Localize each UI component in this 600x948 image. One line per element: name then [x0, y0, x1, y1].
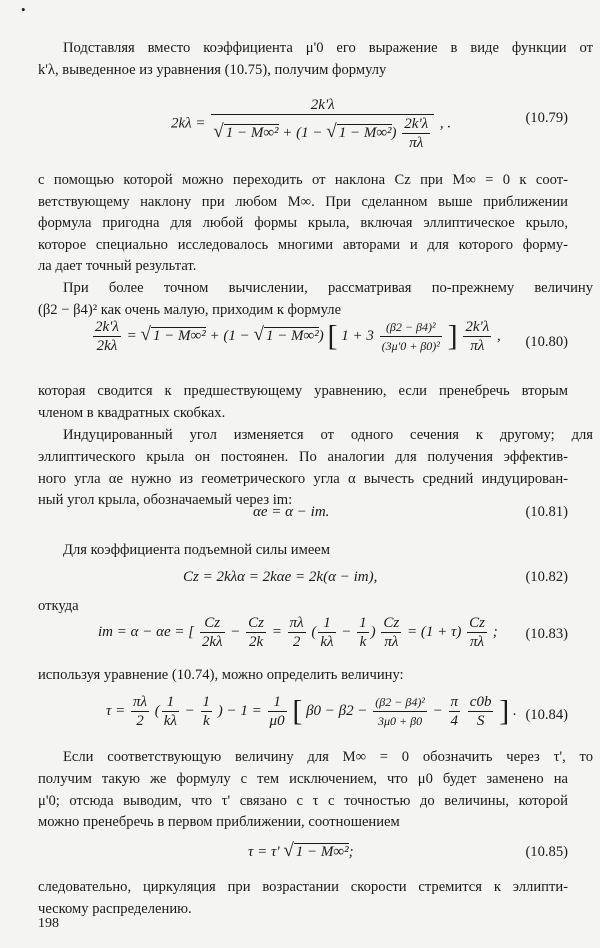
eq-denominator: 2: [292, 634, 301, 650]
eq-fraction: [449, 693, 461, 730]
eq-fraction: [288, 614, 306, 651]
eq-term: −: [341, 623, 352, 640]
eq-numerator: 1: [318, 614, 335, 633]
eq-numerator: πλ: [133, 694, 148, 710]
eq-term: −: [230, 623, 241, 640]
paragraph-1: [38, 38, 593, 60]
eq-denominator: 2kλ: [201, 634, 223, 650]
eq-denominator: πλ: [470, 634, 485, 650]
text-line: откуда: [38, 598, 79, 614]
eq-term: (: [154, 702, 160, 719]
text-line: с помощью которой можно переходить от наклона Cz при M∞ = 0 к соот-: [38, 172, 568, 188]
text-line: получим такую же формулу с тем исключением, что μ0 будет заменено на: [38, 771, 568, 787]
eq-denominator: S: [476, 713, 485, 729]
eq-fraction: [468, 693, 494, 730]
eq-denominator: 2: [136, 713, 144, 729]
bracket-close: ]: [447, 319, 458, 353]
equation-10-81: [38, 504, 568, 528]
eq-term: 1 + 3: [341, 327, 374, 344]
text-line: Индуцированный угол изменяется от одного сечения к другому; для: [63, 427, 593, 443]
eq-fraction: [467, 614, 487, 651]
radical-sign: √: [253, 323, 264, 345]
eq-fraction: [268, 693, 287, 730]
paragraph-4: [38, 381, 568, 424]
eq-numerator: 2k'λ: [404, 116, 429, 132]
text-line: Если соответствующую величину для M∞ = 0 обозначить через τ', то: [63, 749, 593, 765]
eq-fraction: [162, 693, 179, 730]
eq-denominator: πλ: [384, 634, 399, 650]
equation-number: (10.79): [525, 110, 568, 126]
paragraph-9-cont: [38, 769, 568, 834]
equation-number: (10.81): [525, 504, 568, 520]
equation-10-84: [38, 693, 568, 741]
eq-numerator: Cz: [248, 615, 264, 631]
eq-term: τ =: [106, 702, 126, 719]
equation-number: (10.85): [525, 844, 568, 860]
radical-sign: √: [283, 840, 294, 861]
eq-fraction: [380, 318, 442, 355]
eq-fraction: [373, 693, 427, 730]
eq-tail: ;: [348, 844, 354, 860]
eq-tail: , .: [439, 115, 452, 132]
equation-number: (10.84): [525, 707, 568, 723]
eq-numerator: (β2 − β4)²: [373, 693, 427, 712]
equation-10-79: [38, 96, 568, 156]
equation-10-85: [38, 840, 568, 870]
eq-term: ) − 1 =: [217, 702, 262, 719]
paragraph-9: [38, 747, 593, 769]
eq-numerator: Cz: [200, 614, 225, 633]
eq-tail: ;: [492, 623, 498, 640]
text-line: ческому распределению.: [38, 900, 192, 917]
text-line: ный угол крыла, обозначаемый через im:: [38, 492, 293, 508]
text-line: формула пригодна для любой формы крыла, включая эллиптическое крыло,: [38, 215, 568, 231]
eq-term: im = α − αe = [: [98, 623, 195, 640]
text-line: ного угла αe нужно из геометрического угла α вычесть средний индуцирован-: [38, 470, 568, 487]
sqrt-term: 1 − M∞²: [152, 327, 206, 344]
paragraph-3: [38, 278, 593, 300]
eq-term: −: [184, 702, 195, 719]
eq-term: + (1 −: [209, 327, 254, 344]
sqrt-term: 1 − M∞²: [265, 327, 319, 344]
eq-fraction: [357, 614, 369, 651]
text-line: Для коэффициента подъемной силы имеем: [63, 542, 331, 558]
eq-numerator: c0b: [469, 694, 492, 710]
eq-numerator: 2k'λ: [211, 96, 434, 115]
text-line: μ'0; отсюда выводим, что τ' связано с τ с точностью до величины, которой: [38, 792, 568, 809]
eq-body: Cz = 2kλα = 2kαe = 2k(α − im),: [183, 569, 378, 585]
scan-mark: •: [21, 2, 26, 17]
text-line: которая сводится к предшествующему уравнению, если пренебречь вторым: [38, 383, 568, 399]
eq-numerator: πλ: [289, 615, 304, 631]
eq-denominator: 4: [450, 713, 459, 729]
eq-numerator: 2k'λ: [465, 319, 490, 335]
eq-body: αe = α − im.: [253, 504, 330, 520]
eq-term: =: [126, 327, 137, 344]
equation-10-80: [38, 318, 568, 374]
eq-numerator: 1: [359, 615, 367, 631]
equation-10-82: [38, 569, 568, 593]
paragraph-5: [38, 425, 593, 447]
text-line: ветствующему наклону при любом M∞. При сделанном выше приближении: [38, 193, 568, 210]
eq-fraction: [318, 614, 335, 651]
eq-fraction: [246, 614, 266, 651]
text-line: ла дает точный результат.: [38, 258, 197, 274]
text-line: эллиптического крыла он постоянен. По аналогии для получения эффектив-: [38, 449, 568, 465]
text-line: При более точном вычислении, рассматривая по-прежнему величину: [63, 280, 593, 296]
radical-sign: √: [140, 323, 151, 345]
bracket-close: ]: [499, 694, 510, 728]
eq-term: β0 − β2 −: [306, 702, 368, 719]
eq-numerator: π: [450, 694, 459, 710]
eq-tail: ,: [497, 327, 501, 344]
sqrt-term: 1 − M∞²: [295, 844, 349, 860]
paragraph-5-cont: [38, 447, 568, 512]
eq-numerator: 1: [202, 694, 211, 710]
paragraph-1-cont: [38, 60, 568, 82]
radical-sign: √: [213, 120, 224, 142]
eq-numerator: Cz: [383, 615, 400, 631]
text-line: членом в квадратных скобках.: [38, 404, 226, 421]
eq-denominator: 2k: [248, 634, 264, 650]
eq-denominator: μ0: [269, 713, 285, 729]
eq-numerator: Cz: [469, 615, 485, 631]
text-line: следовательно, циркуляция при возрастании скорости стремится к эллипти-: [38, 879, 568, 895]
eq-term: (: [311, 623, 317, 640]
eq-tail: .: [512, 702, 517, 719]
eq-fraction: [131, 693, 149, 730]
eq-term: + (1 −: [282, 124, 327, 141]
paragraph-2: [38, 170, 568, 278]
eq-denominator: k: [202, 713, 210, 729]
text-line: (β2 − β4)² как очень малую, приходим к формуле: [38, 302, 342, 318]
equation-10-83: [38, 614, 568, 658]
eq-numerator: (β2 − β4)²: [380, 318, 442, 337]
eq-fraction: [93, 318, 121, 355]
eq-denominator: 3μ0 + β0: [378, 714, 423, 728]
eq-term: =: [271, 623, 282, 640]
eq-term: = (1 + τ): [407, 623, 462, 640]
text-line: k'λ, выведенное из уравнения (10.75), получим формулу: [38, 62, 387, 78]
eq-fraction: [381, 614, 401, 651]
paragraph-6: [38, 540, 593, 562]
page-number: 198: [38, 916, 59, 931]
eq-term: ): [318, 327, 324, 344]
eq-denominator: [211, 115, 434, 152]
eq-denominator: 2kλ: [96, 338, 118, 354]
eq-numerator: 2k'λ: [95, 319, 119, 335]
eq-lhs: 2kλ =: [171, 115, 206, 132]
eq-fraction: [402, 115, 430, 152]
bracket-open: [: [327, 319, 338, 353]
bracket-open: [: [292, 694, 303, 728]
text-line: которое специально исследовалось многими авторами и для которого форму-: [38, 236, 568, 253]
eq-fraction: [200, 614, 225, 651]
eq-term: −: [432, 702, 443, 719]
equation-number: (10.80): [525, 334, 568, 350]
eq-denominator: πλ: [409, 135, 424, 151]
paragraph-10: [38, 877, 568, 920]
eq-fraction: [463, 318, 491, 355]
eq-denominator: kλ: [163, 713, 177, 729]
text-line: Подставляя вместо коэффициента μ'0 его выражение в виде функции от: [63, 40, 593, 56]
sqrt-term: 1 − M∞²: [225, 124, 279, 141]
paragraph-8: [38, 665, 568, 687]
eq-numerator: 1: [162, 693, 179, 712]
eq-term: ): [370, 623, 376, 640]
eq-denominator: k: [359, 634, 367, 650]
sqrt-term: 1 − M∞²: [338, 124, 392, 141]
equation-number: (10.82): [525, 569, 568, 585]
eq-denominator: (3μ'0 + β0)²: [381, 339, 440, 353]
eq-numerator: 1: [268, 693, 287, 712]
eq-term: ): [391, 124, 397, 141]
text-line: можно пренебречь в первом приближении, соотношением: [38, 814, 400, 830]
eq-fraction: [201, 693, 213, 730]
eq-fraction: [211, 96, 434, 152]
eq-term: τ = τ': [248, 844, 280, 860]
text-line: используя уравнение (10.74), можно определить величину:: [38, 667, 404, 683]
eq-denominator: kλ: [320, 634, 334, 650]
radical-sign: √: [326, 120, 337, 142]
equation-number: (10.83): [525, 626, 568, 642]
eq-denominator: πλ: [470, 338, 485, 354]
